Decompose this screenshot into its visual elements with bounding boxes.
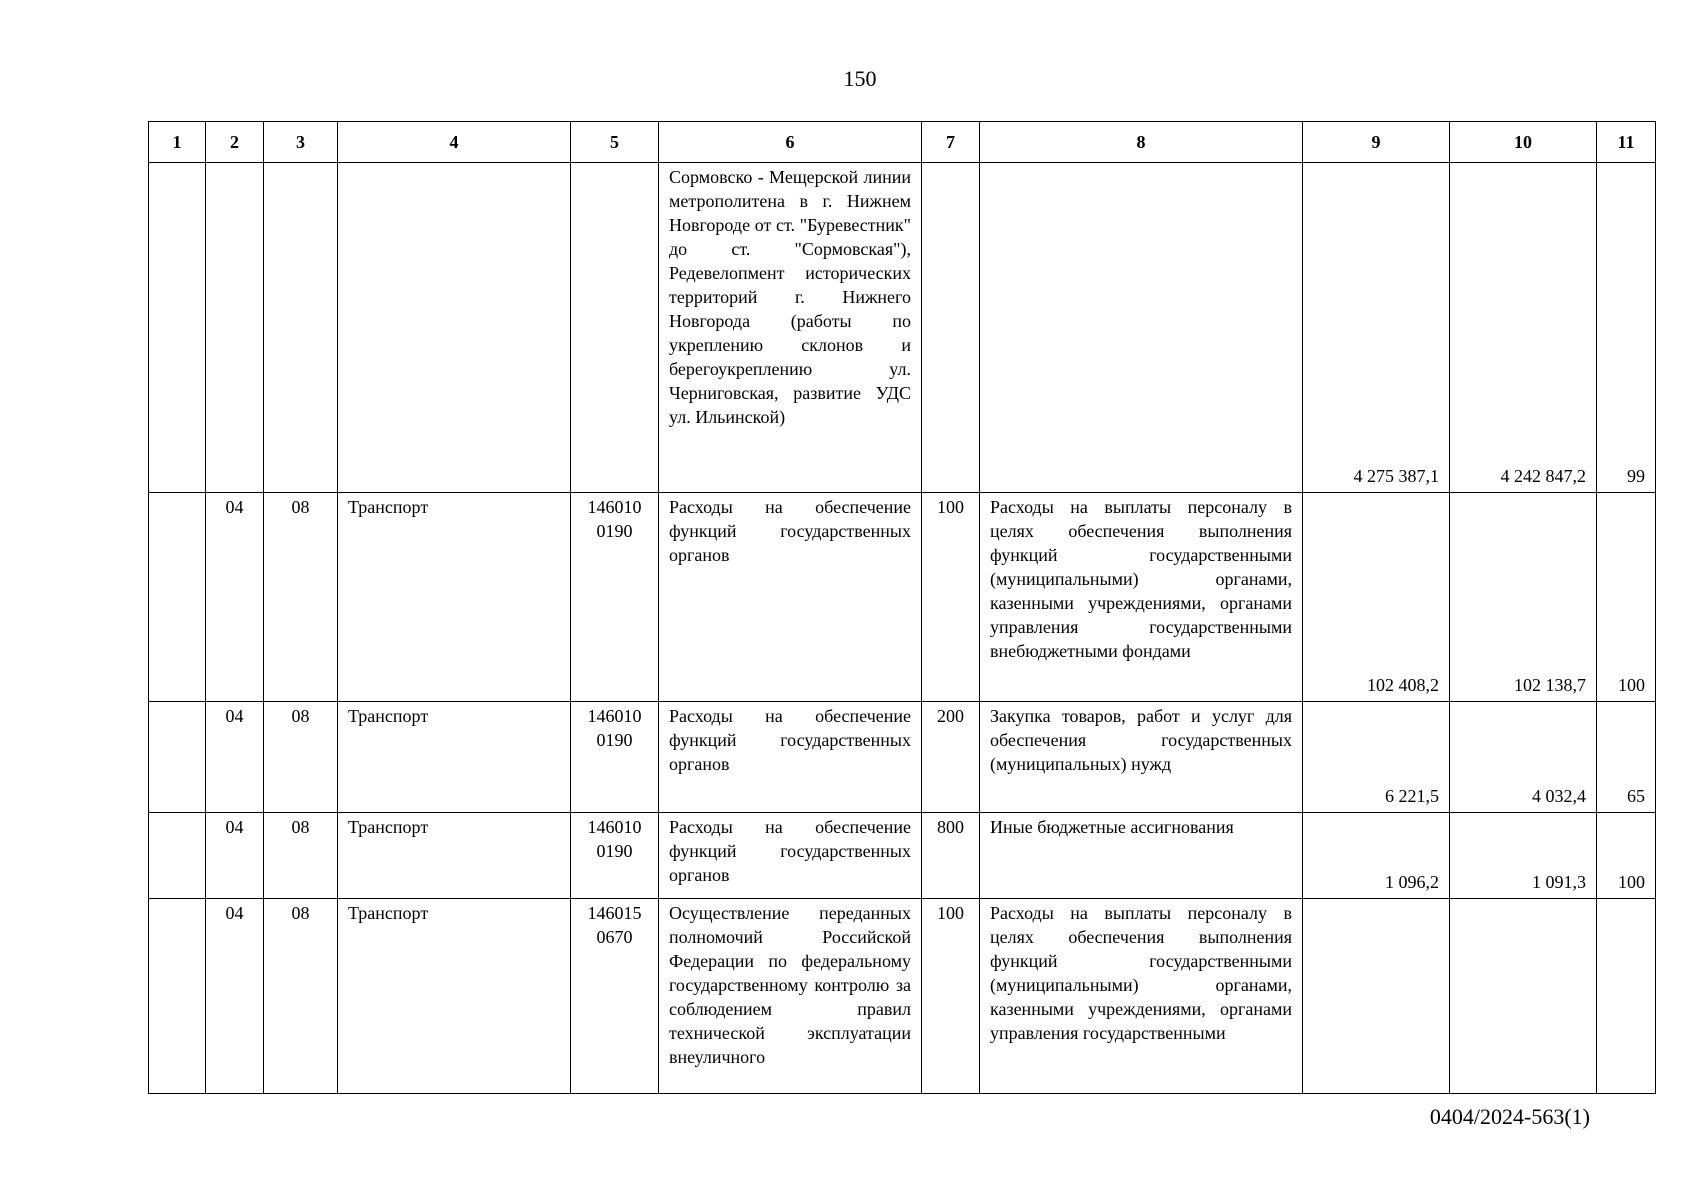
- row-cell: [149, 899, 206, 1094]
- percent-cell: 99: [1597, 163, 1656, 493]
- section-code-cell: 04: [206, 493, 264, 702]
- column-header: 2: [206, 122, 264, 163]
- expense-type-code-cell: 100: [922, 493, 980, 702]
- executed-amount-cell: [1450, 899, 1597, 1094]
- article-name-cell: Осуществление переданных полномочий Российской Федерации по федеральному государственному контролю за соблюдением правил технической эксплуатации внеуличного: [659, 899, 922, 1094]
- expense-type-code-cell: 100: [922, 899, 980, 1094]
- document-code: 0404/2024-563(1): [1429, 1104, 1590, 1129]
- expense-type-code-cell: [922, 163, 980, 493]
- executed-amount-cell: 1 091,3: [1450, 813, 1597, 899]
- percent-cell: [1597, 899, 1656, 1094]
- article-name-cell: Расходы на обеспечение функций государственных органов: [659, 813, 922, 899]
- header-row: [149, 122, 1656, 163]
- expense-type-name-cell: Расходы на выплаты персоналу в целях обеспечения выполнения функций государственными (муниципальными) органами, казенными учреждениями, органами управления государственными внебюджетными фондами: [980, 493, 1303, 702]
- row-cell: [149, 813, 206, 899]
- table-row: [149, 702, 1656, 813]
- column-header: 6: [659, 122, 922, 163]
- column-header: 3: [264, 122, 338, 163]
- article-name-cell: Расходы на обеспечение функций государственных органов: [659, 493, 922, 702]
- planned-amount-cell: 102 408,2: [1303, 493, 1450, 702]
- planned-amount-cell: [1303, 899, 1450, 1094]
- executed-amount-cell: 4 242 847,2: [1450, 163, 1597, 493]
- target-article-cell: 146015 0670: [571, 899, 659, 1094]
- subsection-code-cell: 08: [264, 493, 338, 702]
- percent-cell: 65: [1597, 702, 1656, 813]
- section-code-cell: 04: [206, 813, 264, 899]
- section-name-cell: [338, 163, 571, 493]
- target-article-cell: 146010 0190: [571, 702, 659, 813]
- section-name-cell: Транспорт: [338, 702, 571, 813]
- expense-type-name-cell: Закупка товаров, работ и услуг для обеспечения государственных (муниципальных) нужд: [980, 702, 1303, 813]
- section-code-cell: 04: [206, 702, 264, 813]
- expense-type-name-cell: Иные бюджетные ассигнования: [980, 813, 1303, 899]
- column-header: 11: [1597, 122, 1656, 163]
- percent-cell: 100: [1597, 493, 1656, 702]
- section-name-cell: Транспорт: [338, 493, 571, 702]
- section-name-cell: Транспорт: [338, 813, 571, 899]
- expense-type-code-cell: 800: [922, 813, 980, 899]
- column-header: 10: [1450, 122, 1597, 163]
- table-row: [149, 899, 1656, 1094]
- target-article-cell: 146010 0190: [571, 813, 659, 899]
- target-article-cell: [571, 163, 659, 493]
- row-cell: [149, 493, 206, 702]
- percent-cell: 100: [1597, 813, 1656, 899]
- table-row: [149, 163, 1656, 493]
- column-header: 1: [149, 122, 206, 163]
- subsection-code-cell: [264, 163, 338, 493]
- section-code-cell: 04: [206, 899, 264, 1094]
- executed-amount-cell: 102 138,7: [1450, 493, 1597, 702]
- subsection-code-cell: 08: [264, 813, 338, 899]
- section-name-cell: Транспорт: [338, 899, 571, 1094]
- expense-type-name-cell: [980, 163, 1303, 493]
- article-name-cell: Расходы на обеспечение функций государственных органов: [659, 702, 922, 813]
- section-code-cell: [206, 163, 264, 493]
- row-cell: [149, 702, 206, 813]
- planned-amount-cell: 4 275 387,1: [1303, 163, 1450, 493]
- page-number: 150: [843, 66, 877, 91]
- subsection-code-cell: 08: [264, 899, 338, 1094]
- column-header: 4: [338, 122, 571, 163]
- article-name-cell: Сормовско - Мещерской линии метрополитена в г. Нижнем Новгороде от ст. "Буревестник" до ст. "Сормовская"), Редевелопмент исторических территорий г. Нижнего Новгорода (работы по укреплению склонов и берегоукреплению ул. Черниговская, развитие УДС ул. Ильинской): [659, 163, 922, 493]
- row-cell: [149, 163, 206, 493]
- budget-table: [148, 121, 1656, 1094]
- executed-amount-cell: 4 032,4: [1450, 702, 1597, 813]
- expense-type-name-cell: Расходы на выплаты персоналу в целях обеспечения выполнения функций государственными (муниципальными) органами, казенными учреждениями, органами управления государственными: [980, 899, 1303, 1094]
- target-article-cell: 146010 0190: [571, 493, 659, 702]
- column-header: 8: [980, 122, 1303, 163]
- column-header: 7: [922, 122, 980, 163]
- column-header: 9: [1303, 122, 1450, 163]
- table-row: [149, 813, 1656, 899]
- planned-amount-cell: 6 221,5: [1303, 702, 1450, 813]
- planned-amount-cell: 1 096,2: [1303, 813, 1450, 899]
- subsection-code-cell: 08: [264, 702, 338, 813]
- expense-type-code-cell: 200: [922, 702, 980, 813]
- table-row: [149, 493, 1656, 702]
- column-header: 5: [571, 122, 659, 163]
